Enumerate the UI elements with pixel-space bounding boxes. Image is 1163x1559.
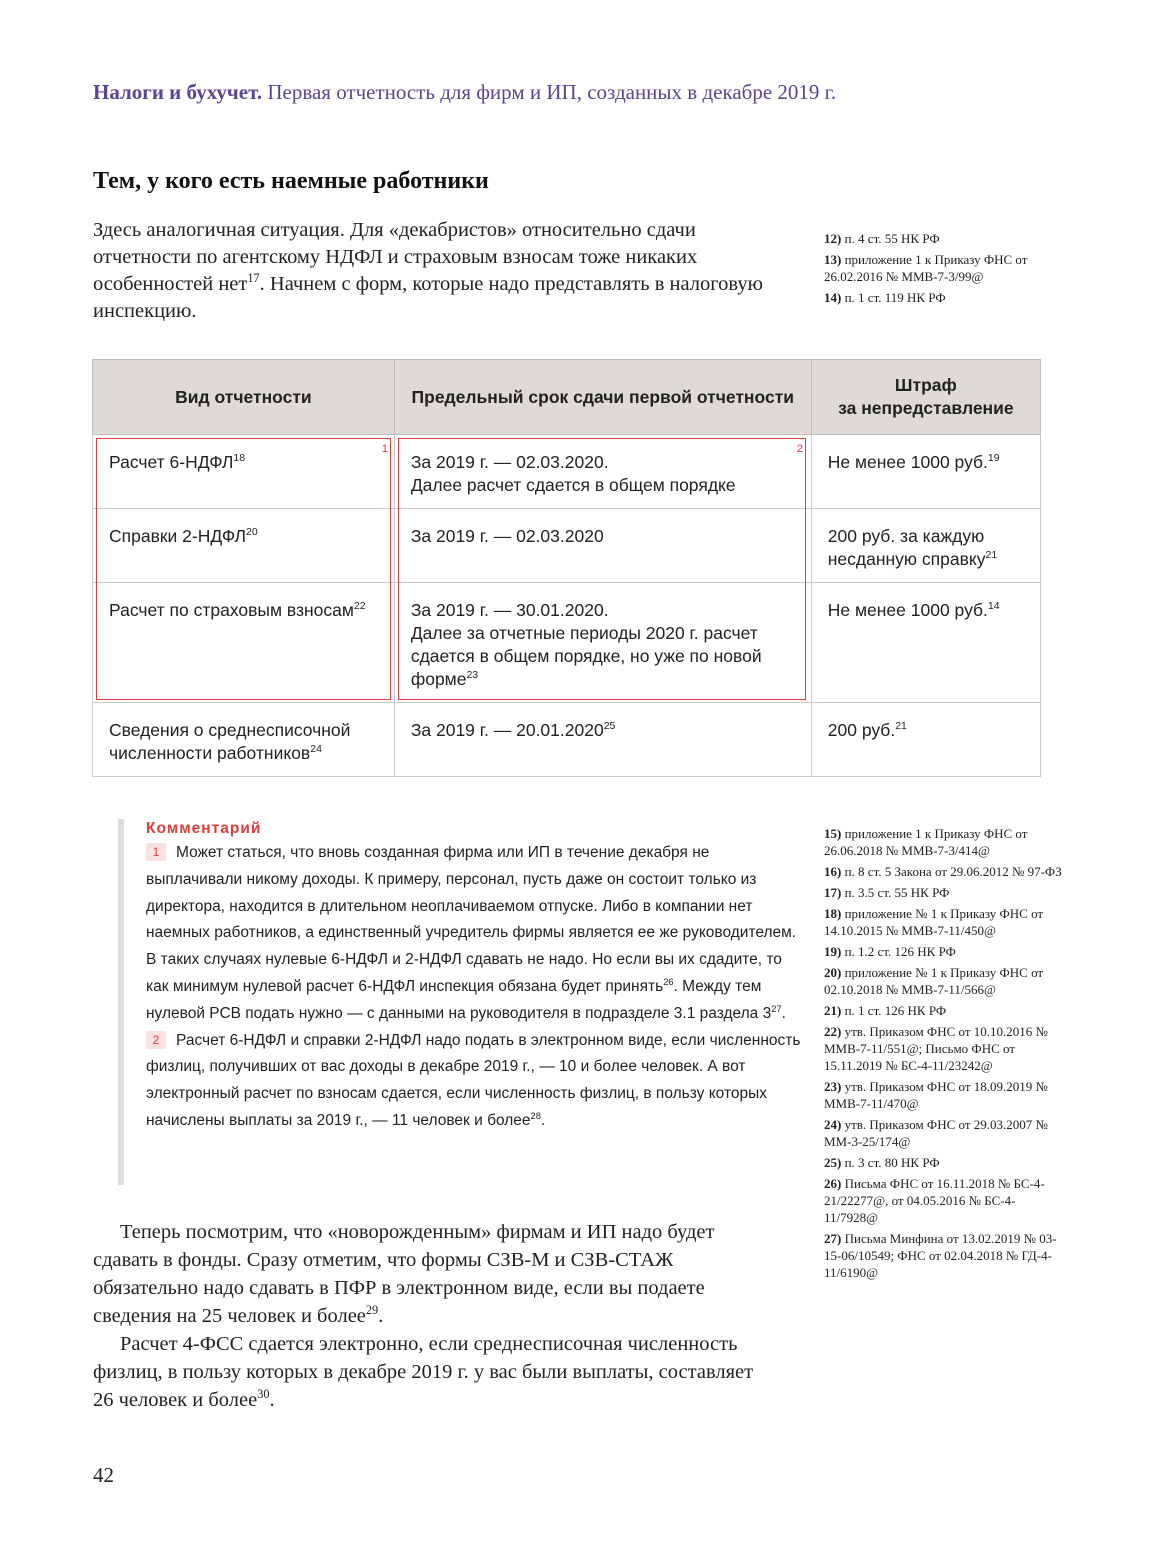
intro-paragraph <box>93 217 773 325</box>
side-note: 21) п. 1 ст. 126 НК РФ <box>824 1003 947 1018</box>
cell-report-type: Сведения о среднесписочной численности работников$^{24}$ <box>93 703 395 777</box>
cell-report-type: Расчет по страховым взносам$^{22}$ <box>93 583 395 703</box>
header-title: Первая отчетность для фирм и ИП, созданных в декабре 2019 г. <box>267 80 837 104</box>
side-note <box>824 230 1064 247</box>
paragraph: Теперь посмотрим, что «новорожденным» фирмам и ИП надо будет сдавать в фонды. Сразу отметим, что формы СЗВ-М и СЗВ-СТАЖ обязательно надо сдавать в ПФР в электронном виде, если вы подаете сведения на 25 человек и более$^{29}$. <box>93 1221 715 1327</box>
side-note <box>824 251 1064 285</box>
highlight-box-1 <box>96 438 391 700</box>
footnote-ref[interactable]: 25 <box>603 720 616 733</box>
comment-badge: 2 <box>146 1031 166 1049</box>
cell-penalty: 200 руб. за каждую несданную справку$^{21}$ <box>811 509 1040 583</box>
footnote-ref[interactable]: 20 <box>246 526 258 539</box>
header-section: Налоги и бухучет. <box>93 80 263 104</box>
cell-deadline: За 2019 г. — 20.01.2020$^{25}$ <box>394 703 811 777</box>
paragraph: Расчет 4-ФСС сдается электронно, если среднесписочная численность физлиц, в пользу которых в декабре 2019 г. у вас были выплаты, составляет 26 человек и более$^{30}$. <box>93 1333 754 1411</box>
side-note: 15) приложение 1 к Приказу ФНС от 26.06.2018 № ММВ-7-3/414@ <box>824 826 1028 858</box>
intro-text: Здесь аналогичная ситуация. Для «декабристов» относительно сдачи отчетности по агентскому НДФЛ и страховым взносам тоже никаких особенностей нет <box>93 219 698 295</box>
cell-penalty: Не менее 1000 руб.$^{14}$ <box>811 583 1040 703</box>
side-note: 16) п. 8 ст. 5 Закона от 29.06.2012 № 97-ФЗ <box>824 864 1062 879</box>
note-text: п. 1 ст. 119 НК РФ <box>844 290 946 305</box>
table-row <box>93 703 1041 777</box>
footnote-ref[interactable]: 17 <box>247 271 260 286</box>
cell-deadline: За 2019 г. — 30.01.2020. Далее за отчетные периоды 2020 г. расчет сдается в общем порядке, но уже по новой форме$^{23}$ <box>394 583 811 703</box>
side-note: 27) Письма Минфина от 13.02.2019 № 03-15-06/10549; ФНС от 02.04.2018 № ГД-4-11/6190@ <box>824 1231 1057 1280</box>
running-header <box>93 80 1093 105</box>
side-note: 26) Письма ФНС от 16.11.2018 № БС-4-21/22277@, от 04.05.2016 № БС-4-11/7928@ <box>824 1176 1045 1225</box>
cell-deadline: За 2019 г. — 02.03.2020 <box>394 509 811 583</box>
cell-penalty: Не менее 1000 руб.$^{19}$ <box>811 435 1040 509</box>
side-note: 24) утв. Приказом ФНС от 29.03.2007 № ММ-3-25/174@ <box>824 1117 1048 1149</box>
side-note: 19) п. 1.2 ст. 126 НК РФ <box>824 944 956 959</box>
header-deadline: Предельный срок сдачи первой отчетности <box>394 360 811 435</box>
comment-block <box>118 819 801 1185</box>
side-note: 23) утв. Приказом ФНС от 18.09.2019 № ММВ-7-11/470@ <box>824 1079 1048 1111</box>
note-text: приложение 1 к Приказу ФНС от 26.02.2016 № ММВ-7-3/99@ <box>824 252 1028 284</box>
table-header-row <box>93 360 1041 435</box>
cell-report-type: Расчет 6-НДФЛ$^{18}$ <box>93 435 395 509</box>
footnote-ref[interactable]: 29 <box>365 1303 379 1318</box>
footnote-ref[interactable]: 23 <box>466 669 479 682</box>
highlight-box-2 <box>398 438 806 700</box>
side-notes-bottom <box>824 825 1064 1285</box>
body-text <box>93 1218 773 1414</box>
footnote-ref[interactable]: 24 <box>310 743 322 756</box>
side-note: 22) утв. Приказом ФНС от 10.10.2016 № ММВ-7-11/551@; Письмо ФНС от 15.11.2019 № БС-4-11/23242@ <box>824 1024 1048 1073</box>
footnote-ref[interactable]: 19 <box>987 452 1000 465</box>
note-number: 14) <box>824 290 842 305</box>
side-note <box>824 289 1064 306</box>
side-note: 20) приложение № 1 к Приказу ФНС от 02.10.2018 № ММВ-7-11/566@ <box>824 965 1044 997</box>
footnote-ref[interactable]: 21 <box>895 720 907 733</box>
cell-penalty: 200 руб.$^{21}$ <box>811 703 1040 777</box>
cell-report-type: Справки 2-НДФЛ$^{20}$ <box>93 509 395 583</box>
comment-badge: 1 <box>146 843 166 861</box>
comment-title: Комментарий <box>146 820 262 837</box>
side-notes-top <box>824 230 1064 310</box>
intro-text-end: . Начнем с форм, которые надо представлять в налоговую инспекцию. <box>93 273 763 322</box>
highlight-label: 2 <box>796 443 803 455</box>
note-number: 12) <box>824 231 842 246</box>
footnote-ref[interactable]: 28 <box>530 1110 541 1121</box>
footnote-ref[interactable]: 18 <box>233 452 246 465</box>
footnote-ref[interactable]: 22 <box>353 600 366 613</box>
section-title: Тем, у кого есть наемные работники <box>93 168 489 194</box>
side-note: 25) п. 3 ст. 80 НК РФ <box>824 1155 940 1170</box>
comment-item: 2 Расчет 6-НДФЛ и справки 2-НДФЛ надо подать в электронном виде, если численность физлиц, получивших от вас доходы в декабре 2019 г., — 10 и более человек. А вот электронный расчет по взносам сдается, если численность физлиц, в пользу которых начислены выплаты за 2019 г., — 11 человек и более$^{28}$. <box>146 1031 801 1129</box>
header-penalty: Штраф за непредставление <box>811 360 1040 435</box>
side-note: 17) п. 3.5 ст. 55 НК РФ <box>824 885 950 900</box>
footnote-ref[interactable]: 21 <box>985 549 998 562</box>
header-report-type: Вид отчетности <box>93 360 395 435</box>
side-note: 18) приложение № 1 к Приказу ФНС от 14.10.2015 № ММВ-7-11/450@ <box>824 906 1044 938</box>
footnote-ref[interactable]: 14 <box>987 600 1000 613</box>
comment-item: 1 Может статься, что вновь созданная фирма или ИП в течение декабря не выплачивали никому доходы. К примеру, персонал, пусть даже он состоит только из директора, находится в длительном неоплачиваемом отпуске. Либо в компании нет наемных работников, а единственный учредитель фирмы является ее же руководителем. В таких случаях нулевые 6-НДФЛ и 2-НДФЛ сдавать не надо. Но если вы их сдадите, то как минимум нулевой расчет 6-НДФЛ инспекция обязана будет принять$^{26}$. Между тем нулевой РСВ подать нужно — с данными на руководителя в подразделе 3.1 раздела $3^{27}$. <box>146 844 797 1022</box>
cell-deadline: За 2019 г. — 02.03.2020. Далее расчет сдается в общем порядке <box>394 435 811 509</box>
highlight-label: 1 <box>381 443 388 455</box>
note-text: п. 4 ст. 55 НК РФ <box>844 231 940 246</box>
footnote-ref[interactable]: 27 <box>771 1003 782 1014</box>
footnote-ref[interactable]: 30 <box>257 1387 270 1402</box>
note-number: 13) <box>824 252 842 267</box>
footnote-ref[interactable]: 26 <box>663 976 674 987</box>
page-number: 42 <box>93 1463 114 1487</box>
